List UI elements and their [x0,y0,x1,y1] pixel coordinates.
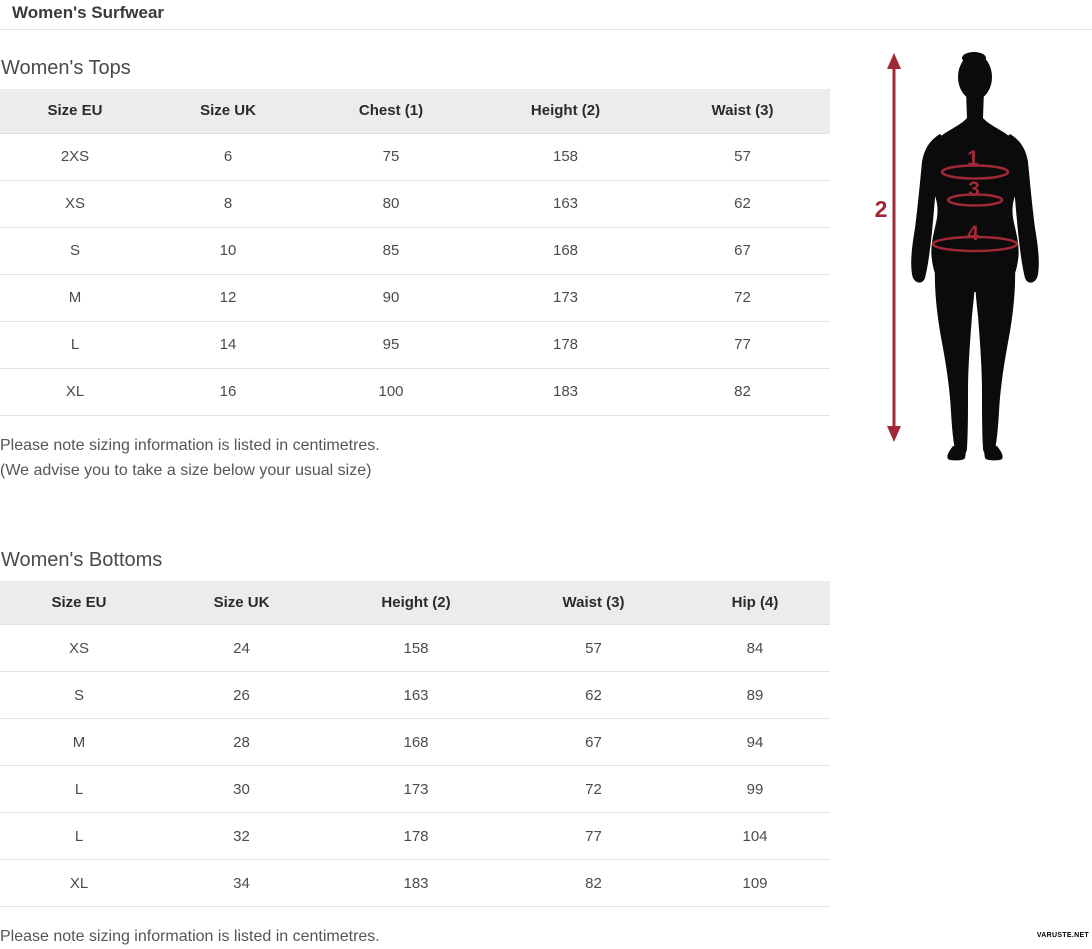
cell: 168 [476,227,655,274]
woman-silhouette-icon [911,52,1039,460]
table-row [0,719,830,766]
cell: XL [0,368,150,415]
cell: 8 [150,180,306,227]
cell: 100 [306,368,476,415]
cell: 173 [325,766,507,813]
column-header-height: Height (2) [325,581,507,625]
hip-number-label: 4 [967,222,979,245]
table-row [0,368,830,415]
cell: 75 [306,133,476,180]
arrowhead-up-icon [887,53,901,69]
tops-notes [0,433,830,483]
cell: XS [0,625,158,672]
cell: 183 [325,860,507,907]
cell: XS [0,180,150,227]
waist-number-label: 3 [968,178,980,201]
cell: 163 [476,180,655,227]
cell: XL [0,860,158,907]
table-row [0,321,830,368]
column-header-size-eu: Size EU [0,89,150,133]
bottoms-section [0,549,830,949]
cell: 67 [655,227,830,274]
cell: 77 [655,321,830,368]
table-row [0,672,830,719]
height-number-label: 2 [875,196,888,222]
cell: M [0,274,150,321]
cell: L [0,766,158,813]
tops-heading: Women's Tops [1,57,830,80]
cell: 168 [325,719,507,766]
cell: 57 [655,133,830,180]
chest-number-label: 1 [967,147,979,170]
cell: 104 [680,813,830,860]
table-row [0,274,830,321]
cell: M [0,719,158,766]
table-row [0,860,830,907]
note-centimetres: Please note sizing information is listed in centimetres. [0,433,830,458]
bottoms-table [0,581,830,908]
cell: 85 [306,227,476,274]
cell: 2XS [0,133,150,180]
column-header-size-uk: Size UK [158,581,325,625]
measurement-figure [860,50,1092,465]
watermark: VARUSTE.NET [1037,932,1089,939]
cell: 10 [150,227,306,274]
cell: 77 [507,813,680,860]
cell: 72 [507,766,680,813]
cell: 32 [158,813,325,860]
size-guide-content [0,31,830,949]
column-header-size-uk: Size UK [150,89,306,133]
page-title: Women's Surfwear [12,1,164,24]
measurement-diagram [860,50,1092,465]
bottoms-notes [0,924,830,949]
cell: 6 [150,133,306,180]
column-header-chest: Chest (1) [306,89,476,133]
cell: 34 [158,860,325,907]
cell: 178 [325,813,507,860]
cell: 14 [150,321,306,368]
cell: 82 [507,860,680,907]
bottoms-heading: Women's Bottoms [1,549,830,572]
cell: 62 [507,672,680,719]
cell: 90 [306,274,476,321]
column-header-waist: Waist (3) [507,581,680,625]
cell: 16 [150,368,306,415]
tops-section [0,57,830,483]
cell: 80 [306,180,476,227]
cell: 158 [325,625,507,672]
note-size-advice: (We advise you to take a size below your usual size) [0,458,830,483]
cell: L [0,321,150,368]
table-row [0,180,830,227]
column-header-height: Height (2) [476,89,655,133]
cell: 12 [150,274,306,321]
table-row [0,227,830,274]
cell: 178 [476,321,655,368]
cell: 109 [680,860,830,907]
cell: 72 [655,274,830,321]
height-arrow-icon [887,53,901,442]
table-header-row [0,581,830,625]
cell: 26 [158,672,325,719]
column-header-hip: Hip (4) [680,581,830,625]
arrowhead-down-icon [887,426,901,442]
table-header-row [0,89,830,133]
cell: 94 [680,719,830,766]
page-header [0,0,1092,30]
cell: 84 [680,625,830,672]
cell: 67 [507,719,680,766]
cell: 62 [655,180,830,227]
cell: 99 [680,766,830,813]
cell: 158 [476,133,655,180]
cell: 163 [325,672,507,719]
column-header-waist: Waist (3) [655,89,830,133]
cell: 24 [158,625,325,672]
cell: 30 [158,766,325,813]
table-row [0,813,830,860]
cell: S [0,672,158,719]
cell: 57 [507,625,680,672]
cell: L [0,813,158,860]
note-centimetres: Please note sizing information is listed in centimetres. [0,924,830,949]
tops-table [0,89,830,416]
cell: 95 [306,321,476,368]
cell: S [0,227,150,274]
cell: 28 [158,719,325,766]
cell: 89 [680,672,830,719]
table-row [0,625,830,672]
cell: 173 [476,274,655,321]
table-row [0,133,830,180]
cell: 183 [476,368,655,415]
cell: 82 [655,368,830,415]
table-row [0,766,830,813]
column-header-size-eu: Size EU [0,581,158,625]
